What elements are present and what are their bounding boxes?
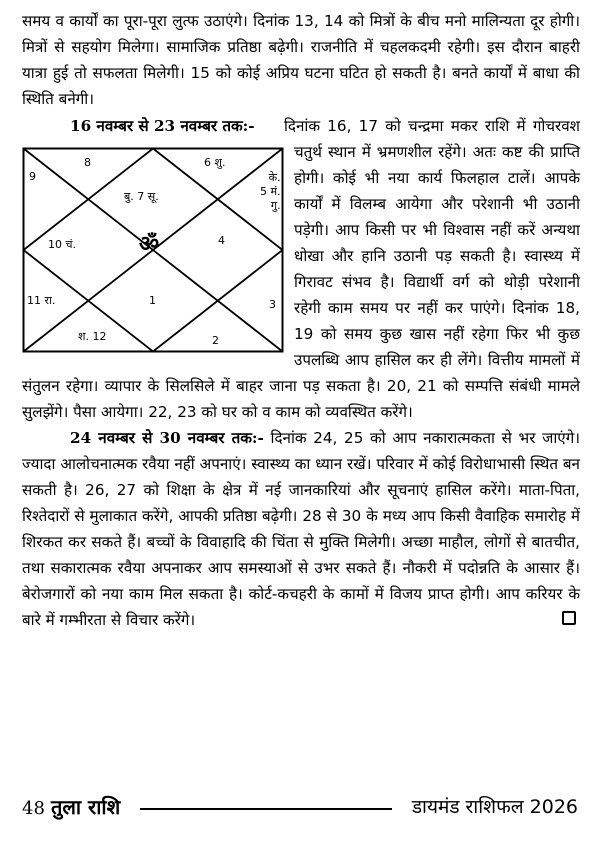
house-4-label: 4 [218, 234, 225, 247]
house-1-label: 1 [149, 294, 156, 307]
house-5-label: के. 5 मं. गु. [260, 171, 281, 212]
house-7-label: बु. 7 सू. [124, 190, 159, 203]
intro-paragraph: समय व कार्यों का पूरा-पूरा लुत्फ उठाएंगे। दिनांक 13, 14 को मित्रों के बीच मनो मालिन्यता दूर होगी। मित्रों से सहयोग मिलेगा। सामाजिक प्रतिष्ठा बढ़ेगी। राजनीति में चहलकदमी रहेगी। इस दौरान बाहरी यात्रा हुई तो सफलता मिलेगी। 15 को कोई अप्रिय घटना घटित हो सकती है। बनते कार्यों में बाधा की स्थिति बनेगी। [22, 12, 580, 108]
house-2-label: 2 [212, 334, 219, 347]
house-9-label: 9 [29, 170, 36, 183]
section-2-body: दिनांक 24, 25 को आप नकारात्मकता से भर जाएंगे। ज्यादा आलोचनात्मक रवैया नहीं अपनाएं। स्वास्थ्य का ध्यान रखें। परिवार में कोई विरोधाभासी स्थित बन सकती है। 26, 27 को शिक्षा के क्षेत्र में नई जानकारियां और सूचनाएं हासिल करेंगे। माता-पिता, रिश्तेदारों से मुलाकात करेंगे, आपकी प्रतिष्ठा बढ़ेगी। 28 से 30 के मध्य आप किसी वैवाहिक समारोह में शिरकत कर सकते हैं। बच्चों के विवाहादि की चिंता से मुक्ति मिलेगी। अच्छा माहौल, लोगों से बातचीत, तथा सकारात्मक रवैया अपनाकर आप समस्याओं से उभर सकते हैं। नौकरी में पदोन्नति के आसार हैं। बेरोजगारों को नया काम मिल सकता है। कोर्ट-कचहरी के कामों में विजय प्राप्त होगी। आप करियर के बारे में गम्भीरता से विचार करेंगे। [22, 429, 581, 629]
om-symbol: ॐ [139, 232, 160, 257]
zodiac-sign-title: तुला राशि [50, 795, 121, 819]
section-1-body-text: दिनांक 16, 17 को चन्द्रमा मकर राशि में गोचरवश चतुर्थ स्थान में भ्रमणशील रहेंगे। अतः कष्ट की प्राप्ति होगी। कोई भी नया कार्य फिलहाल टालें। आपके कार्यों में विलम्ब आयेगा और परेशानी भी उठानी पड़ेगी। आप किसी पर भी विश्वास नहीं करें अन्यथा धोखा और हानि उठानी पड़ सकती है। स्वास्थ्य में गिरावट संभव है। विद्यार्थी वर्ग को थोड़ी परेशानी रहेगी काम समय पर नहीं कर पाएंगे। दिनांक 18, 19 को समय कुछ खास नहीं रहेगा फिर भी कुछ उपलब्धि आप हासिल कर ही लेंगे। वित्तीय मामलों में संतुलन रहेगा। व्यापार के सिलसिले में बाहर जाना पड़ सकता है। 20, 21 को सम्पत्ति संबंधी मामले सुलझेंगे। पैसा आयेगा। 22, 23 को घर को व काम को व्यवस्थित करेंगे। [22, 117, 580, 421]
page-number: 48 [22, 798, 45, 819]
section-2-paragraph [22, 425, 580, 633]
horoscope-chart [22, 147, 284, 353]
house-10-label: 10 चं. [48, 238, 76, 251]
section-1-heading: 16 नवम्बर से 23 नवम्बर तक:- [70, 117, 255, 135]
house-11-label: 11 रा. [27, 294, 56, 307]
house-6-label: 6 शु. [204, 156, 226, 169]
footer-rule [140, 808, 392, 810]
page-content [22, 8, 580, 633]
house-12-label: श. 12 [78, 330, 107, 343]
house-8-label: 8 [84, 156, 91, 169]
section-2-heading: 24 नवम्बर से 30 नवम्बर तक:- [70, 429, 264, 447]
page-footer [22, 792, 578, 822]
square-end-mark-icon [562, 611, 576, 625]
book-title: डायमंड राशिफल 2026 [411, 796, 578, 818]
house-3-label: 3 [269, 298, 276, 311]
